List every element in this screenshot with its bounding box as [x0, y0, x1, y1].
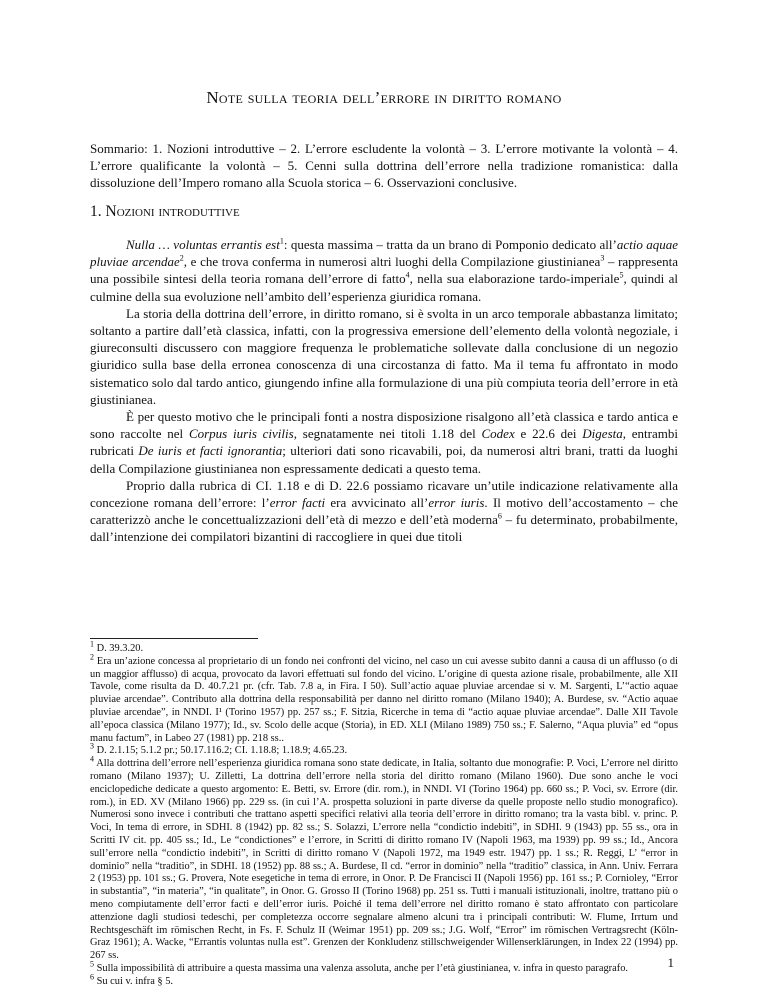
latin-term: Corpus iuris civilis — [188, 426, 294, 442]
footnote-text: Alla dottrina dell’errore nell’esperienza giuridica romana sono state dedicate, in Italia, soltanto due monografie: P. Voci, L’errore nel diritto romano (Milano 1937); U. Zilletti, La dottrina dell’errore nella storia del diritto romano (Milano 1960). Due sono anche le voci enciclopediche dedicate a questo argomento: E. Betti, sv. Errore (dir. rom.), in NNDI. VI (Torino 1964) pp. 660 ss.; P. Voci, sv. Errore (dir. rom.), in ED. XV (Milano 1966) pp. 229 ss. (in cui l’A. prospetta soluzioni in parte diverse da quelle proposte nello studio monografico). Numerosi sono invece i contributi che trattano aspetti specifici relativi alla teoria dell’errore in diritto romano; tra la vasta bibl. v. princ. P. Voci, In tema di errore, in SDHI. 8 (1942) pp. 82 ss.; S. Solazzi, L’errore nella “condictio indebiti”, in SDHI. 9 (1943) pp. 55 ss., ora in Scritti IV cit. pp. 405 ss.; Id., Le “condictiones” e l’errore, in Scritti di diritto romano IV (Napoli 1963, ma 1939) pp. 99 ss.; Id., Ancora sull’errore nella “condictio indebiti”, in Scritti di diritto romano V (Napoli 1972, ma 1949 estr. 1947) pp. 1 ss.; R. Reggi, L’ “error in dominio” nella “traditio”, in SDHI. 18 (1952) pp. 88 ss.; A. Burdese, Il cd. “error in dominio” nella “traditio” classica, in Ann. Univ. Ferrara 2 (1953) pp. 101 ss.; G. Provera, Note esegetiche in tema di errore, in Onor. P. De Francisci II (Napoli 1956) pp. 161 ss.; P. Cornioley, “Error in substantia”, “in materia”, “in qualitate”, in Onor. G. Grosso II (Torino 1968) pp. 251 ss. Tutti i manuali istituzionali, inoltre, trattano più o meno compiutamente dell’error facti e dell’error iuris. Poiché il tema dell’errore nel diritto romano è stato affrontato con particolare attenzione dagli studiosi tedeschi, per completezza occorre segnalare almeno alcuni tra i principali contributi: W. Flume, Irrtum und Rechtsgeschäft im römischen Recht, in Fs. F. Schulz II (Weimar 1951) pp. 209 ss.; J.G. Wolf, “Error” im römischen Vertragsrecht (Köln-Graz 1961); A. Wacke, “Errantis voluntas nulla est”. Grenzen der Konkludenz stillschweigender Willenserklärungen, in Index 22 (1994) pp. 267 ss. — [90, 758, 678, 962]
latin-term: Digesta — [582, 426, 623, 442]
summary: Sommario: 1. Nozioni introduttive – 2. L’errore escludente la volontà – 3. L’errore motivante la volontà – 4. L’errore qualificante la volontà – 5. Cenni sulla dottrina dell’errore nella tradizione romanistica: dalla dissoluzione dell’Impero romano alla Scuola storica – 6. Osservazioni conclusive. — [90, 141, 678, 190]
footnote-text: Su cui v. infra § 5. — [96, 975, 173, 987]
text-run: Proprio dalla rubrica di CI. 1.18 e di D. 22.6 possiamo ricavare un’utile indicazione relativamente alla concezione romana dell’errore: l’ — [90, 477, 678, 511]
text-run: , segnatamente nei titoli 1.18 del — [293, 426, 482, 442]
text-run: , quindi al culmine della sua evoluzione nell’ambito dell’esperienza giuridica romana. — [90, 271, 678, 304]
body-text — [90, 236, 678, 546]
page-title: Note sulla teoria dell’errore in diritto romano — [206, 88, 562, 107]
text-run: . Il motivo dell’accostamento – che caratterizzò anche le concettualizzazioni dell’età di mezzo e dell’età moderna — [90, 495, 679, 528]
footnote-text: Era un’azione concessa al proprietario di un fondo nei confronti del vicino, nel caso un cui avesse subito danni a causa di un afflusso (o di un maggior afflusso) di acqua, provocato da lavori effettuati sul fondo del vicino. L’origine di questa azione risale, probabilmente, alle XII Tavole, come risulta da D. 40.7.21 pr. (cfr. Tab. 7.8 a, in Fira. I 50). Sull’actio aquae pluviae arcendae si v. M. Sargenti, L’“actio aquae pluviae arcendae”. Contributo alla dottrina della responsabilità per danno nel diritto romano (Milano 1940); A. Burdese, sv. “Actio aquae pluviae arcendae”, in NNDI. I¹ (Torino 1957) pp. 257 ss.; F. Sitzia, Ricerche in tema di “actio aquae pluviae arcendae”. Dalle XII Tavole all’epoca classica (Milano 1977); Id., sv. Scolo delle acque (Storia), in ED. XLI (Milano 1989) 750 ss.; F. Salerno, “Aqua pluvia” ed “opus manu factum”, in Labeo 27 (1981) pp. 218 ss.. — [90, 655, 678, 744]
note-ref[interactable]: 5 — [619, 271, 624, 281]
footnote-text: D. 39.3.20. — [96, 643, 144, 654]
text-run: È per questo motivo che le principali fonti a nostra disposizione risalgono all’età classica e tardo antica e sono raccolte nel — [90, 409, 678, 442]
note-ref[interactable]: 6 — [497, 511, 502, 521]
note-ref[interactable]: 2 — [179, 253, 184, 263]
text-run: e 22.6 dei — [514, 426, 583, 442]
footnote-text: D. 2.1.15; 5.1.2 pr.; 50.17.116.2; CI. 1.18.8; 1.18.9; 4.65.23. — [96, 745, 348, 757]
text-run: , entrambi rubricati — [90, 426, 678, 459]
footnote-text: Sulla impossibilità di attribuire a questa massima una valenza assoluta, anche per l’età giustinianea, v. infra in questo paragrafo. — [96, 962, 628, 974]
latin-quote: Nulla … voluntas errantis est — [126, 237, 280, 252]
section-heading: 1. Nozioni introduttive — [90, 203, 240, 220]
footnote-3: $^3$ D. 2.1.15; 5.1.2 pr.; 50.17.116.2; CI. 1.18.8; 1.18.9; 4.65.23. — [90, 741, 348, 757]
footnote-4: $^4$ Alla dottrina dell’errore nell’esperienza giuridica romana sono state dedicate, in Italia, soltanto due monografie: P. Voci, L’errore nel diritto romano (Milano 1937); U. Zilletti, La dottrina dell’errore nella storia del diritto romano (Milano 1960). Due sono anche le voci enciclopediche dedicate a questo argomento: E. Betti, sv. Errore (dir. rom.), in NNDI. VI (Torino 1964) pp. 660 ss.; P. Voci, sv. Errore (dir. rom.), in ED. XV (Milano 1966) pp. 229 ss. (in cui l’A. prospetta soluzioni in parte diverse da quelle proposte nello studio monografico). Numerosi sono invece i contributi che trattano aspetti specifici relativi alla teoria dell’errore in diritto romano; tra la vasta bibl. v. princ. P. Voci, In tema di errore, in SDHI. 8 (1942) pp. 82 ss.; S. Solazzi, L’errore nella “condictio indebiti”, in SDHI. 9 (1943) pp. 55 ss., ora in Scritti IV cit. pp. 405 ss.; Id., Le “condictiones” e l’errore, in Scritti di diritto romano IV (Napoli 1963, ma 1939) pp. 99 ss.; Id., Ancora sull’errore nella “condictio indebiti”, in Scritti di diritto romano V (Napoli 1972, ma 1949 estr. 1947) pp. 1 ss.; R. Reggi, L’ “error in dominio” nella “traditio”, in SDHI. 18 (1952) pp. 88 ss.; A. Burdese, Il cd. “error in dominio” nella “traditio” classica, in Ann. Univ. Ferrara 2 (1953) pp. 101 ss.; G. Provera, Note esegetiche in tema di errore, in Onor. P. De Francisci II (Napoli 1956) pp. 161 ss.; P. Cornioley, “Error in substantia”, “in materia”, “in qualitate”, in Onor. G. Grosso II (Torino 1968) pp. 251 ss. Tutti i manuali istituzionali, inoltre, trattano più o meno compiutamente dell’error facti e dell’error iuris. Poiché il tema dell’errore nel diritto romano è stato affrontato con particolare attenzione dagli studiosi tedeschi, per completezza occorre segnalare almeno alcuni tra i principali contributi: W. Flume, Irrtum und Rechtsgeschäft im römischen Recht, in Fs. F. Schulz II (Weimar 1951) pp. 209 ss.; J.G. Wolf, “Error” im römischen Vertragsrecht (Köln-Graz 1961); A. Wacke, “Errantis voluntas nulla est”. Grenzen der Konkludenz stillschweigender Willenserklärungen, in Index 22 (1994) pp. 267 ss. — [90, 754, 678, 962]
text-run: , e che trova conferma in numerosi altri luoghi della Compilazione giustinianea — [183, 254, 601, 270]
paragraph-1 — [90, 236, 678, 305]
text-run: – rappresenta una possibile sintesi della teoria romana dell’errore di fatto — [90, 254, 678, 287]
note-ref[interactable]: 1 — [279, 236, 284, 246]
page-number: 1 — [667, 955, 674, 970]
text-run: , nella sua elaborazione tardo-imperiale — [409, 271, 620, 287]
latin-term: error facti — [269, 495, 326, 511]
text-run: era avvicinato all’ — [325, 495, 429, 511]
latin-term: De iuris et facti ignorantia — [138, 443, 283, 459]
text-run: – fu determinato, probabilmente, dall’intenzione dei compilatori bizantini di raccogliere in quei due titoli — [90, 512, 678, 545]
paragraph-2: La storia della dottrina dell’errore, in diritto romano, si è svolta in un arco temporale abbastanza limitato; soltanto a partire dall’età classica, infatti, con la progressiva emersione dell’elemento della volontà negoziale, i giureconsulti discussero con maggiore frequenza le problematiche sollevate dalla conclusione di un negozio giuridico sulla base della erronea conoscenza di una circostanza di fatto. Ma il tema fu affrontato in modo sistematico solo dal tardo antico, giungendo infine alla formulazione di una più compiuta teoria dell’errore in età giustinianea. — [90, 305, 678, 407]
footnote-divider — [90, 638, 258, 639]
paragraph-3 — [90, 408, 678, 477]
footnote-2: $^2$ Era un’azione concessa al proprietario di un fondo nei confronti del vicino, nel caso un cui avesse subito danni a causa di un afflusso (o di un maggior afflusso) di acqua, provocato da lavori effettuati sul fondo del vicino. L’origine di questa azione risale, probabilmente, alle XII Tavole, come risulta da D. 40.7.21 pr. (cfr. Tab. 7.8 a, in Fira. I 50). Sull’actio aquae pluviae arcendae si v. M. Sargenti, L’“actio aquae pluviae arcendae”. Contributo alla dottrina della responsabilità per danno nel diritto romano (Milano 1940); A. Burdese, sv. “Actio aquae pluviae arcendae”, in NNDI. I¹ (Torino 1957) pp. 257 ss.; F. Sitzia, Ricerche in tema di “actio aquae pluviae arcendae”. Dalle XII Tavole all’epoca classica (Milano 1977); Id., sv. Scolo delle acque (Storia), in ED. XLI (Milano 1989) 750 ss.; F. Salerno, “Aqua pluvia” ed “opus manu factum”, in Labeo 27 (1981) pp. 218 ss.. — [90, 652, 678, 744]
note-ref[interactable]: 4 — [405, 271, 410, 281]
text-run: ; ulteriori dati sono ricavabili, poi, da numerosi altri brani, tratti da luoghi della Compilazione giustinianea non espressamente dedicati a questo tema. — [90, 443, 678, 476]
footnotes — [90, 639, 678, 989]
note-ref[interactable]: 3 — [600, 253, 605, 263]
text-run: : questa massima – tratta da un brano di Pomponio dedicato all’ — [283, 237, 617, 252]
latin-term: error iuris — [428, 495, 485, 511]
footnote-6: $^6$ Su cui v. infra § 5. — [90, 972, 173, 987]
paragraph-4 — [90, 477, 678, 546]
latin-term: Codex — [481, 426, 515, 442]
footnote-5: $^5$ Sulla impossibilità di attribuire a questa massima una valenza assoluta, anche per l’età giustinianea, v. infra in questo paragrafo. — [90, 959, 628, 974]
footnote-1: $^1$ D. 39.3.20. — [90, 639, 144, 654]
latin-term: actio aquae pluviae arcendae — [90, 237, 679, 270]
